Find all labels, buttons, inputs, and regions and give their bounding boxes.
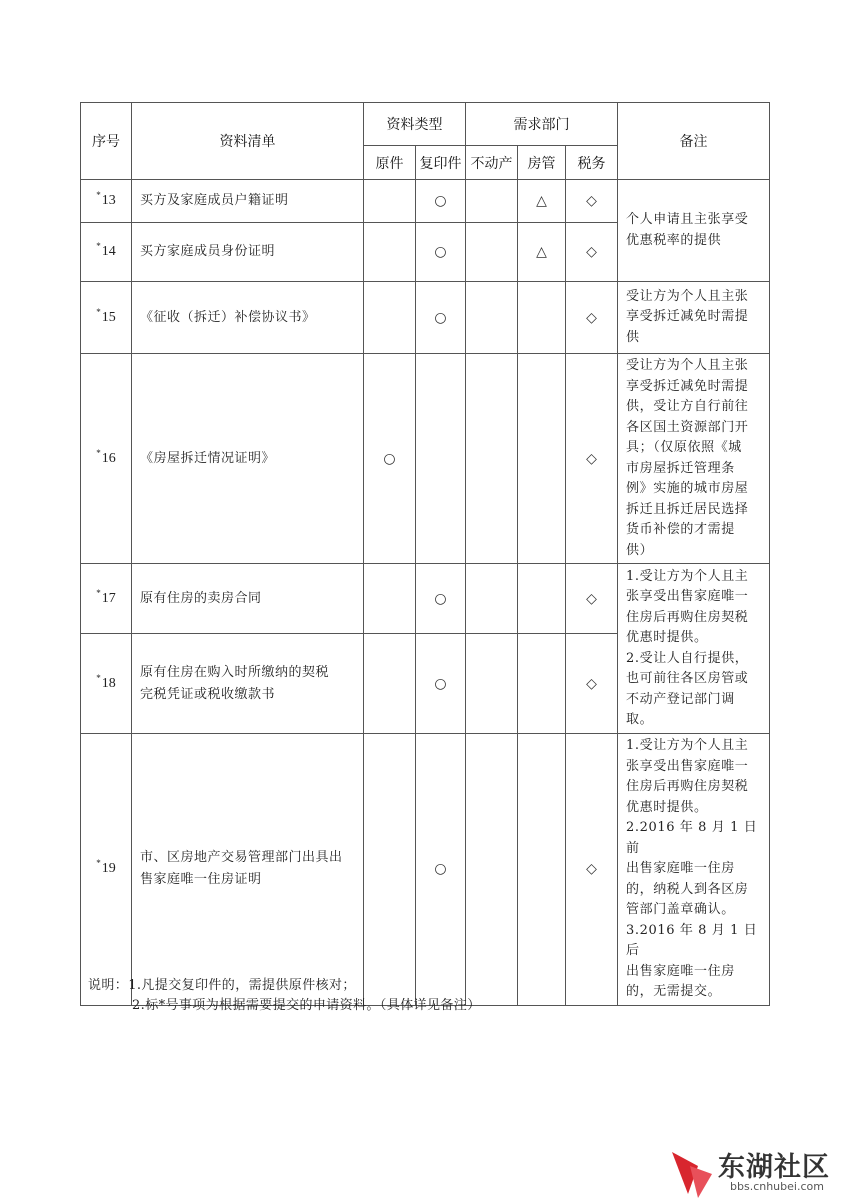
mark-original	[364, 282, 416, 354]
row-number: *16	[81, 354, 132, 564]
table-row	[81, 180, 770, 223]
mark-original: ○	[364, 354, 416, 564]
row-number: *18	[81, 634, 132, 734]
header-tax: 税务	[566, 146, 618, 180]
brand-name: 东湖社区	[718, 1152, 830, 1183]
footnote-line-2: 2.标*号事项为根据需要提交的申请资料。（具体详见备注）	[132, 998, 481, 1013]
document-name: 原有住房在购入时所缴纳的契税 完税凭证或税收缴款书	[132, 634, 364, 734]
mark-copy	[416, 354, 466, 564]
remark-15: 受让方为个人且主张 享受拆迁减免时需提 供	[618, 282, 770, 354]
mark-housing: △	[518, 223, 566, 282]
row-number: *19	[81, 734, 132, 1006]
footnote	[88, 976, 481, 1016]
header-seq: 序号	[81, 103, 132, 180]
document-name: 买方家庭成员身份证明	[132, 223, 364, 282]
mark-original	[364, 564, 416, 634]
mark-housing	[518, 354, 566, 564]
table-row	[81, 564, 770, 634]
table-row	[81, 282, 770, 354]
mark-housing: △	[518, 180, 566, 223]
header-real-estate: 不动产	[466, 146, 518, 180]
mark-housing	[518, 734, 566, 1006]
mark-housing	[518, 564, 566, 634]
mark-real-estate	[466, 223, 518, 282]
watermark-logo	[668, 1144, 848, 1200]
mark-copy: ○	[416, 180, 466, 223]
mark-tax: ◇	[566, 564, 618, 634]
mark-real-estate	[466, 634, 518, 734]
mark-copy: ○	[416, 564, 466, 634]
header-copy: 复印件	[416, 146, 466, 180]
mark-real-estate	[466, 564, 518, 634]
row-number: *13	[81, 180, 132, 223]
materials-table	[80, 102, 770, 1006]
mark-original	[364, 734, 416, 1006]
mark-tax: ◇	[566, 282, 618, 354]
mark-original	[364, 634, 416, 734]
mark-tax: ◇	[566, 634, 618, 734]
mark-housing	[518, 282, 566, 354]
document-name: 原有住房的卖房合同	[132, 564, 364, 634]
document-name: 买方及家庭成员户籍证明	[132, 180, 364, 223]
mark-housing	[518, 634, 566, 734]
footnote-line-1: 说明：1.凡提交复印件的，需提供原件核对；	[88, 978, 356, 993]
header-list: 资料清单	[132, 103, 364, 180]
header-dept-group: 需求部门	[466, 103, 618, 146]
header-type-group: 资料类型	[364, 103, 466, 146]
table-row	[81, 354, 770, 564]
brand-mark-icon	[668, 1144, 724, 1200]
mark-tax: ◇	[566, 734, 618, 1006]
mark-copy: ○	[416, 634, 466, 734]
row-number: *15	[81, 282, 132, 354]
header-remark: 备注	[618, 103, 770, 180]
document-name: 《征收（拆迁）补偿协议书》	[132, 282, 364, 354]
mark-tax: ◇	[566, 180, 618, 223]
remark-16: 受让方为个人且主张 享受拆迁减免时需提 供，受让方自行前往 各区国土资源部门开 具；（仅原依照《城 市房屋拆迁管理条 例》实施的城市房屋 拆迁且拆迁居民选择 货币补偿的才需提 供）	[618, 354, 770, 564]
remark-13-14: 个人申请且主张享受 优惠税率的提供	[618, 180, 770, 282]
header-row-1	[81, 103, 770, 146]
mark-tax: ◇	[566, 223, 618, 282]
mark-original	[364, 180, 416, 223]
document-name: 市、区房地产交易管理部门出具出 售家庭唯一住房证明	[132, 734, 364, 1006]
header-housing: 房管	[518, 146, 566, 180]
header-original: 原件	[364, 146, 416, 180]
mark-copy: ○	[416, 223, 466, 282]
table-row	[81, 734, 770, 1006]
row-number: *14	[81, 223, 132, 282]
document-name: 《房屋拆迁情况证明》	[132, 354, 364, 564]
mark-real-estate	[466, 734, 518, 1006]
mark-copy: ○	[416, 734, 466, 1006]
mark-copy: ○	[416, 282, 466, 354]
mark-real-estate	[466, 282, 518, 354]
mark-tax: ◇	[566, 354, 618, 564]
mark-original	[364, 223, 416, 282]
remark-19: 1.受让方为个人且主 张享受出售家庭唯一 住房后再购住房契税 优惠时提供。 2.2016 年 8 月 1 日前 出售家庭唯一住房 的，纳税人到各区房 管部门盖章确认。 3.2016 年 8 月 1 日后 出售家庭唯一住房 的，无需提交。	[618, 734, 770, 1006]
mark-real-estate	[466, 354, 518, 564]
remark-17-18: 1.受让方为个人且主 张享受出售家庭唯一 住房后再购住房契税 优惠时提供。 2.受让人自行提供， 也可前往各区房管或 不动产登记部门调 取。	[618, 564, 770, 734]
mark-real-estate	[466, 180, 518, 223]
brand-url: bbs.cnhubei.com	[730, 1180, 824, 1193]
row-number: *17	[81, 564, 132, 634]
